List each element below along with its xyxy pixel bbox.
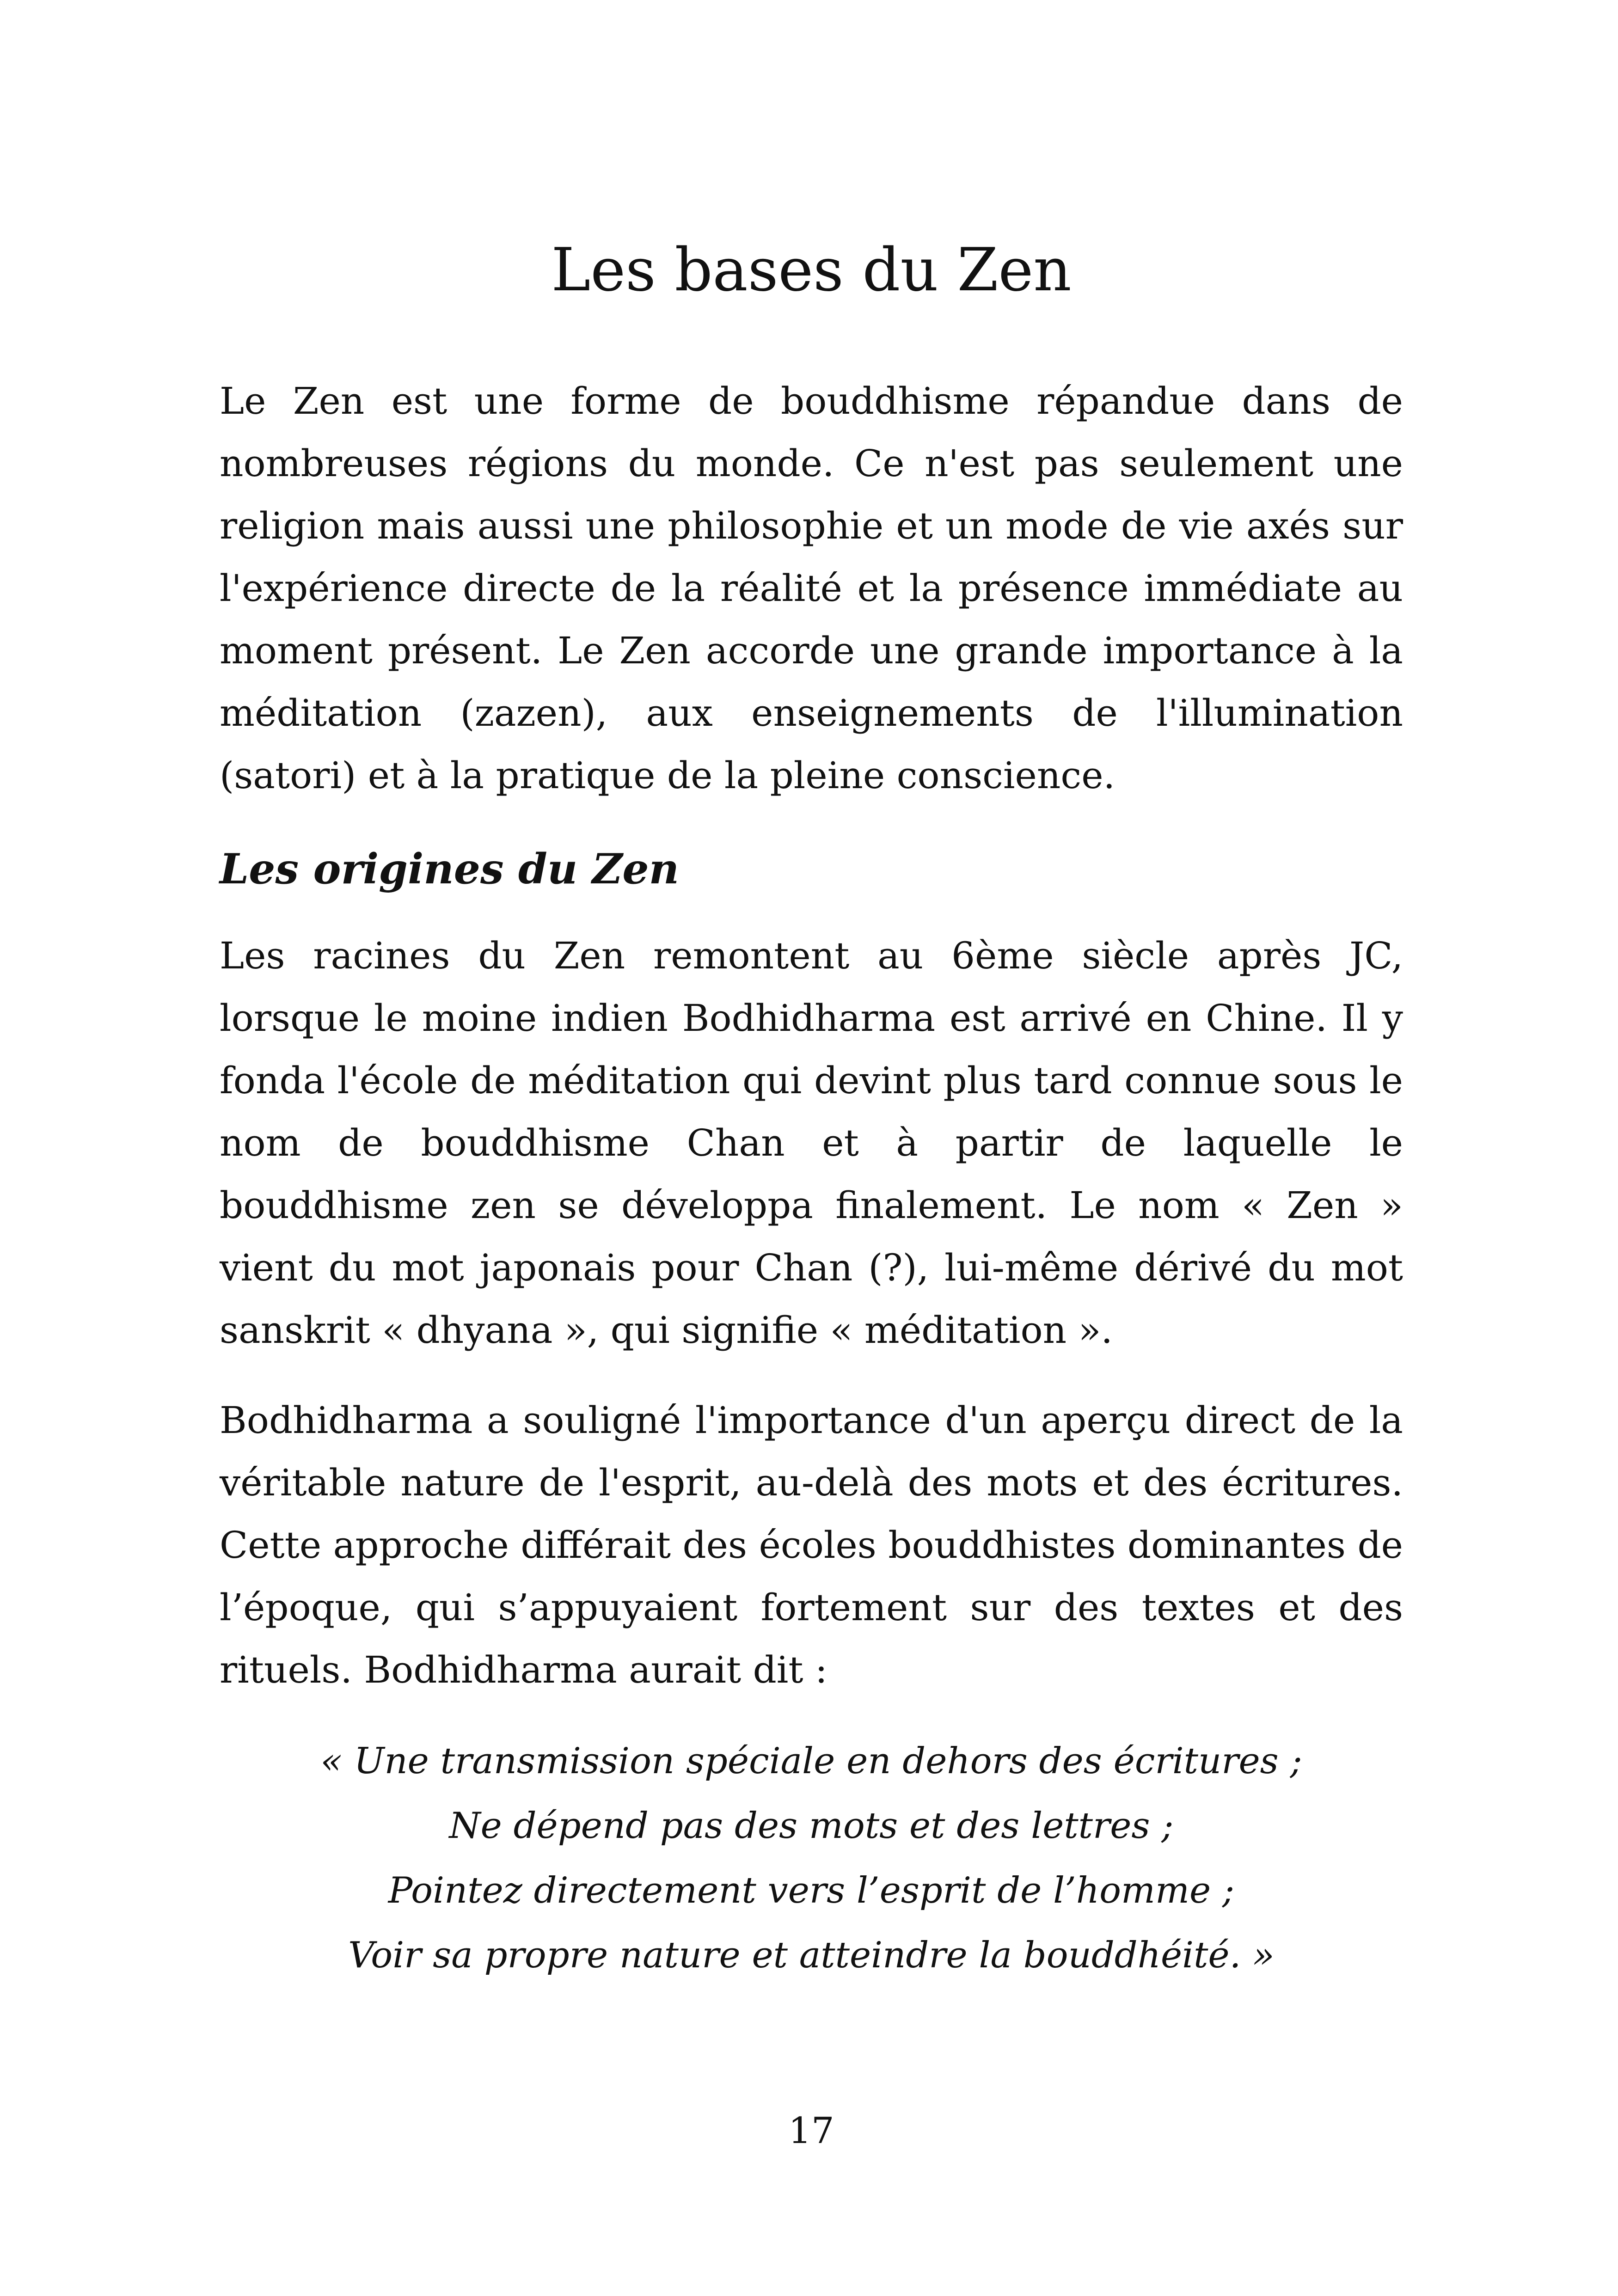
page-body: [220, 370, 1403, 1988]
chapter-title: Les bases du Zen: [551, 236, 1072, 305]
quote-line: Ne dépend pas des mots et des lettres ;: [449, 1805, 1174, 1847]
book-page: [220, 0, 1403, 2296]
bodhidharma-quote: [220, 1729, 1403, 1988]
intro-paragraph: Le Zen est une forme de bouddhisme répandue dans de nombreuses régions du monde. Ce n'est pas seulement une religion mais aussi une philosophie et un mode de vie axés sur l'expérience directe de la réalité et la présence immédiate au moment présent. Le Zen accorde une grande importance à la méditation (zazen), aux enseignements de l'illumination (satori) et à la pratique de la pleine conscience.: [220, 380, 1403, 797]
bodhidharma-paragraph: Bodhidharma a souligné l'importance d'un aperçu direct de la véritable nature de l'esprit, au-delà des mots et des écritures. Cette approche différait des écoles bouddhistes dominantes de l’époque, qui s’appuyaient fortement sur des textes et des rituels. Bodhidharma aurait dit :: [220, 1399, 1403, 1691]
quote-line: « Une transmission spéciale en dehors des écritures ;: [320, 1740, 1302, 1782]
section-heading: Les origines du Zen: [220, 845, 680, 894]
origins-paragraph: Les racines du Zen remontent au 6ème siècle après JC, lorsque le moine indien Bodhidharma est arrivé en Chine. Il y fonda l'école de méditation qui devint plus tard connue sous le nom de bouddhisme Chan et à partir de laquelle le bouddhisme zen se développa finalement. Le nom « Zen » vient du mot japonais pour Chan (?), lui-même dérivé du mot sanskrit « dhyana », qui signifie « méditation ».: [220, 934, 1403, 1352]
quote-line: Voir sa propre nature et atteindre la bouddhéité. »: [348, 1935, 1275, 1976]
quote-line: Pointez directement vers l’esprit de l’homme ;: [388, 1870, 1235, 1911]
page-number: 17: [788, 2110, 834, 2152]
